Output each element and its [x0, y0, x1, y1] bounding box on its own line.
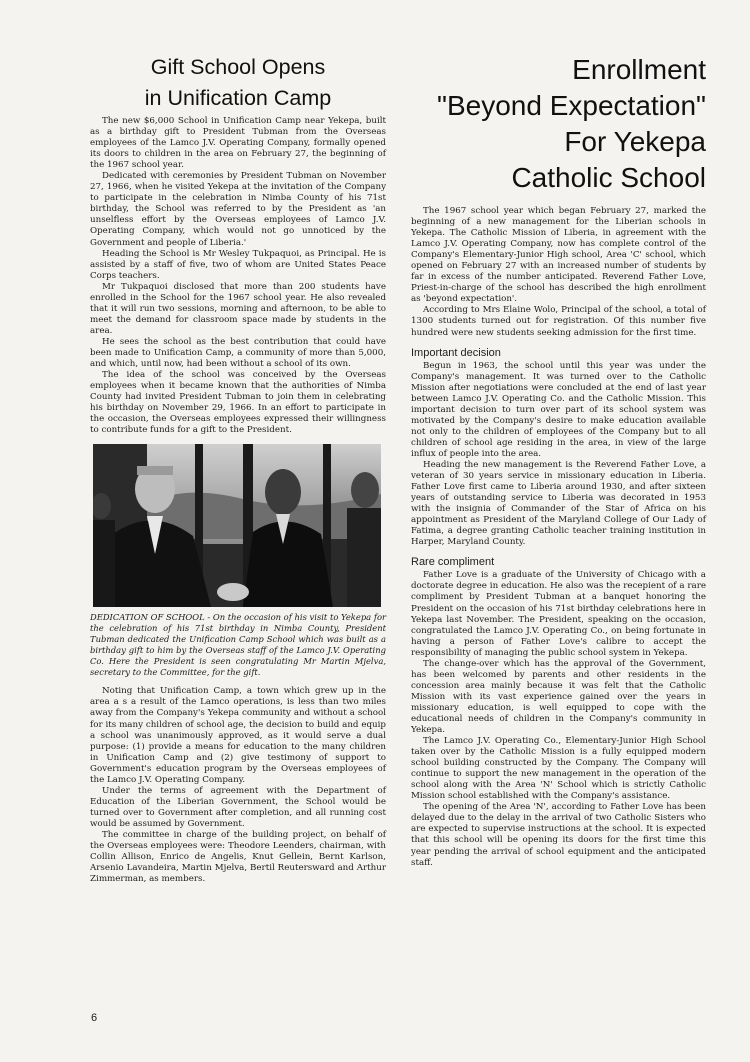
dedication-photo-illustration — [93, 444, 381, 607]
left-article — [90, 52, 386, 885]
left-headline-line-2: in Unification Camp — [144, 86, 332, 110]
left-paragraph: Noting that Unification Camp, a town which grew up in the area a s a result of the Lamco operations, is less than two miles away from the Company's Yekepa community and without a school for its many children of school age, the decision to build and equip a school was unanimously approved, as it would serve a dual purpose: (1) provide a means for education to the many children in Unification Camp and (2) give testimony of support to Government's education program by the Overseas employees of the Lamco J.V. Operating Company. — [90, 686, 386, 785]
right-paragraph: The opening of the Area 'N', according to Father Love has been delayed due to the delay in the arrival of two Catholic Sisters who are expected to supervise instructions at the school. It is expected that this school will be opening its doors for the first time this year pending the arrival of school equipment and the anticipated staff. — [411, 802, 706, 868]
right-headline-line-4: Catholic School — [511, 162, 706, 193]
subheading-important-decision: Important decision — [411, 346, 501, 359]
right-headline-line-2: "Beyond Expectation" — [437, 90, 706, 121]
photo-caption: DEDICATION OF SCHOOL - On the occasion of his visit to Yekepa for the celebration of his 71st birthday in Nimba County, President Tubman dedicated the Unification Camp School which was built as a birthday gift to him by the Overseas staff of the Lamco J.V. Operating Co. Here the President is seen congratulating Mr Martin Mjelva, secretary to the Committee, for the gift. — [90, 612, 386, 678]
left-headline-line-1: Gift School Opens — [150, 55, 326, 79]
right-paragraph: The 1967 school year which began February 27, marked the beginning of a new management for the Liberian schools in Yekepa. The Catholic Mission of Liberia, in agreement with the Lamco J.V. Operating Company, now has complete control of the Company's Elementary-Junior High school, Area 'C' school, which opened on February 27 with an increased number of students by far in excess of the number anticipated. Reverend Father Love, Priest-in-charge of the school has described the high enrollment as 'beyond expectation'. — [411, 206, 706, 305]
right-paragraph: The Lamco J.V. Operating Co., Elementary-Junior High School taken over by the Catholic Mission is a fully equipped modern school building constructed by the Company. The Company will continue to support the new management in the operation of the school along with the Area 'N' School which is strictly Catholic Mission school established with the Company's assistance. — [411, 736, 706, 802]
right-paragraph: Father Love is a graduate of the University of Chicago with a doctorate degree in education. He also was the recepient of a rare compliment by President Tubman at a banquet honoring the President on the occasion of his 71st birthday celebrations here in Yekepa last November. The President, speaking on the occasion, congratulated the Lamco J.V. Operating Co., on being fortunate in having a person of Father Love's calibre to accept the responsibility of managing the public school system in Yekepa. — [411, 570, 706, 658]
left-paragraph: Mr Tukpaquoi disclosed that more than 200 students have enrolled in the School for the 1967 school year. He also revealed that it will run two sessions, morning and afternoon, to be able to meet the demand for classroom space made by students in the area. — [90, 281, 386, 336]
right-paragraph: Heading the new management is the Reverend Father Love, a veteran of 30 years service in missionary education in Liberia. Father Love first came to Liberia around 1930, and after sixteen years of outstanding service to Liberia was decorated in 1953 with the insignia of Commander of the Star of Africa on his appointment as President of the Maryland College of Our Lady of Fatima, a degree granting Catholic teacher training institution in Harper, Maryland County. — [411, 459, 706, 548]
left-paragraph: He sees the school as the best contribution that could have been made to Unification Camp, a community of more than 5,000, and which, until now, had been without a school of its own. — [90, 336, 386, 370]
dedication-photo — [93, 444, 381, 607]
left-paragraph: Heading the School is Mr Wesley Tukpaquoi, as Principal. He is assisted by a staff of five, two of whom are United States Peace Corps teachers. — [90, 248, 386, 281]
left-paragraph: The committee in charge of the building project, on behalf of the Overseas employees were: Theodore Leenders, chairman, with Collin Allison, Enrico de Angelis, Knut Gellein, Bernt Karlson, Arsenio Lavandeira, Martin Mjelva, Bertil Reutersward and Arthur Zimmerman, as members. — [90, 829, 386, 885]
right-paragraph: Begun in 1963, the school until this year was under the Company's management. It was turned over to the Catholic Mission after negotiations were concluded at the end of last year between Lamco J.V. Operating Co. and the Catholic Mission. This important decision to turn over part of its school system was motivated by the Company's desire to make education available not only to the children of employees of the Company but to all children of school age residing in the area, in view of the large influx of people into the area. — [411, 360, 706, 459]
right-headline — [411, 52, 706, 196]
right-paragraph: According to Mrs Elaine Wolo, Principal of the school, a total of 1300 students turned out for registration. Of this number five hundred were new students seeking admission for the first time. — [411, 305, 706, 338]
right-headline-line-1: Enrollment — [572, 54, 706, 85]
right-headline-line-3: For Yekepa — [564, 126, 706, 157]
left-headline — [90, 52, 386, 114]
page-number: 6 — [91, 1012, 98, 1024]
left-paragraph: Under the terms of agreement with the Department of Education of the Liberian Government, the School would be turned over to Government after completion, and all running cost would be assumed by Government. — [90, 785, 386, 829]
left-paragraph: The new $6,000 School in Unification Camp near Yekepa, built as a birthday gift to President Tubman from the Overseas employees of the Lamco J.V. Operating Company, formally opened its doors to children in the area on February 27, the beginning of the 1967 school year. — [90, 116, 386, 171]
right-paragraph: The change-over which has the approval of the Government, has been welcomed by parents and other residents in the concession area mainly because it was felt that the Catholic Mission with its vast experience gained over the years in missionary education, is well equipped to cope with the educational needs of children in the Company's community in Yekepa. — [411, 658, 706, 736]
left-paragraph: The idea of the school was conceived by the Overseas employees when it became known that the authorities of Nimba County had invited President Tubman to join them in celebrating his birthday on November 29, 1966. In an effort to participate in the occasion, the Overseas employees expressed their willingness to contribute funds for a gift to the President. — [90, 370, 386, 436]
right-article — [411, 52, 706, 869]
left-paragraph: Dedicated with ceremonies by President Tubman on November 27, 1966, when he visited Yekepa at the invitation of the Company to participate in the celebration in Nimba County of his 71st birthday, the School was referred to by the President as 'an unselfless effort by the Overseas employees of Lamco J.V. Operating Company, which would not go unnoticed by the Government and people of Liberia.' — [90, 171, 386, 248]
subheading-rare-compliment: Rare compliment — [411, 556, 495, 569]
